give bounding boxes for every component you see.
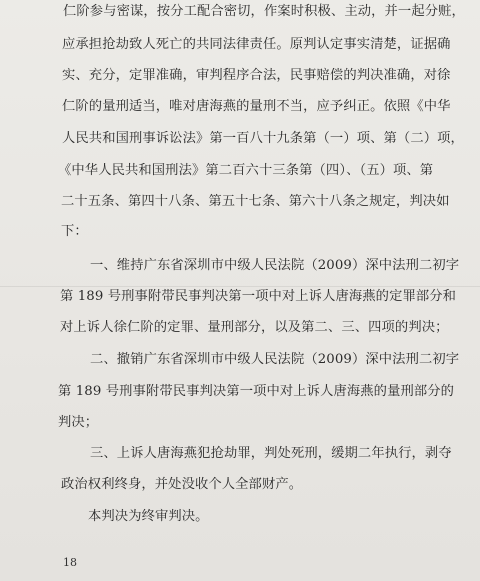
text-line: 二、撤销广东省深圳市中级人民法院（2009）深中法刑二初字: [90, 352, 460, 367]
text-line: 政治权利终身，并处没收个人全部财产。: [61, 477, 303, 492]
text-line: 对上诉人徐仁阶的定罪、量刑部分，以及第二、三、四项的判决；: [60, 320, 449, 335]
text-line: 人民共和国刑事诉讼法》第一百八十九条第（一）项、第（二）项，: [62, 131, 464, 146]
text-line: 应承担抢劫致人死亡的共同法律责任。原判认定事实清楚，证据确: [62, 37, 451, 52]
text-line: 判决；: [58, 415, 99, 430]
text-line: 仁阶的量刑适当，唯对唐海燕的量刑不当，应予纠正。依照《中华: [62, 99, 451, 114]
text-line: 三、上诉人唐海燕犯抢劫罪，判处死刑，缓期二年执行，剥夺: [90, 446, 452, 461]
text-line: 二十五条、第四十八条、第五十七条、第六十八条之规定，判决如: [61, 194, 450, 209]
text-line: 第 189 号刑事附带民事判决第一项中对上诉人唐海燕的量刑部分的: [58, 384, 455, 399]
text-line: 《中华人民共和国刑法》第二百六十三条第（四）、（五）项、第: [58, 163, 434, 178]
text-line: 下：: [61, 224, 88, 239]
text-line: 实、充分，定罪准确，审判程序合法，民事赔偿的判决准确，对徐: [62, 68, 451, 83]
text-line: 第 189 号刑事附带民事判决第一项中对上诉人唐海燕的定罪部分和: [60, 289, 457, 304]
text-line: 本判决为终审判决。: [88, 509, 209, 524]
page-number: 18: [63, 556, 77, 569]
text-line: 一、维持广东省深圳市中级人民法院（2009）深中法刑二初字: [90, 258, 460, 273]
text-line: 仁阶参与密谋，按分工配合密切，作案时积极、主动，并一起分赃，: [63, 4, 465, 19]
